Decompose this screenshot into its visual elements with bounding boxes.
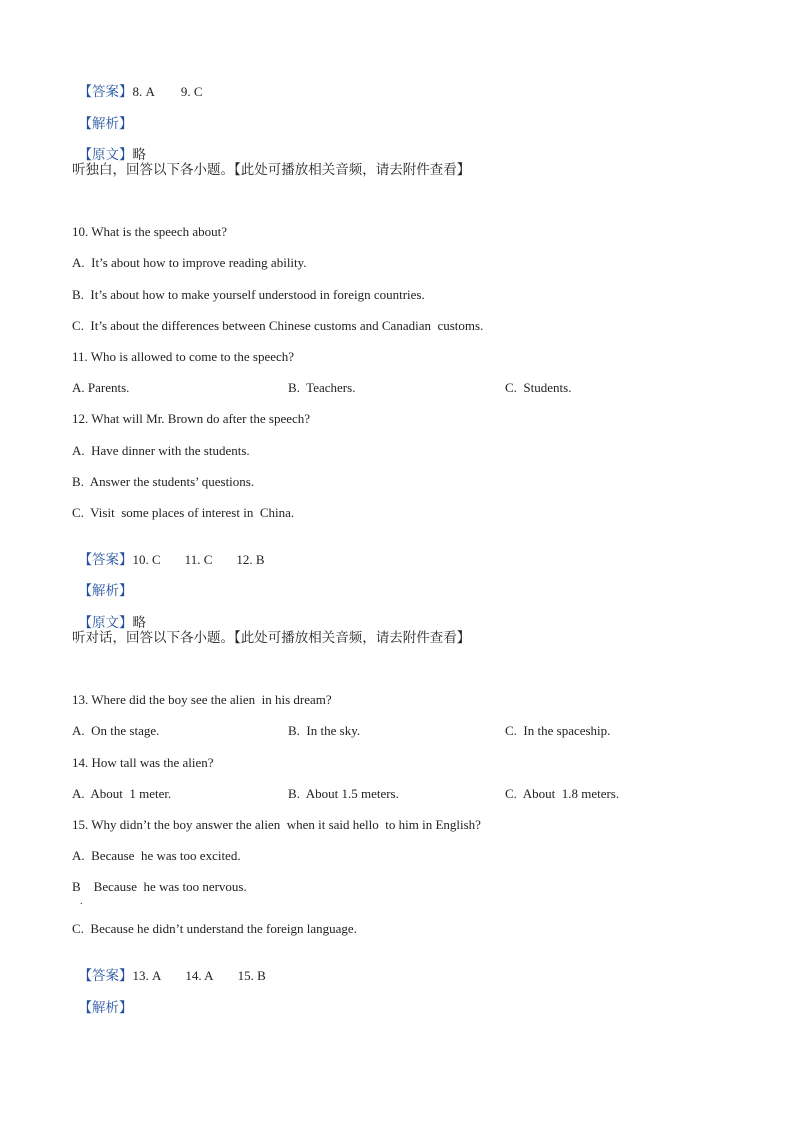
analysis-tag: 【解析】	[78, 116, 133, 132]
answer-tag: 【答案】	[78, 552, 133, 568]
q12-option-a: A. Have dinner with the students.	[72, 443, 250, 458]
question-15: 15. Why didn’t the boy answer the alien when it said hello to him in English?	[72, 817, 481, 832]
stray-period-mark: .	[80, 896, 83, 907]
answer-line-3	[72, 952, 266, 984]
q12-option-c: C. Visit some places of interest in China.	[72, 505, 295, 520]
original-tag: 【原文】	[78, 615, 133, 631]
q10-option-a: A. It’s about how to improve reading ability.	[72, 255, 307, 270]
original-tag: 【原文】	[78, 147, 133, 163]
q11-option-c: C. Students.	[505, 380, 572, 395]
answer-9: 9. C	[180, 84, 203, 99]
answer-line-2	[72, 536, 265, 568]
answer-tag: 【答案】	[78, 84, 133, 100]
answer-12: 12. B	[236, 552, 265, 567]
instruction-dialogue: 听对话，回答以下各小题。【此处可播放相关音频，请去附件查看】	[72, 630, 471, 646]
q15-option-c: C. Because he didn’t understand the foreign language.	[72, 921, 357, 936]
question-14: 14. How tall was the alien?	[72, 755, 214, 770]
question-11: 11. Who is allowed to come to the speech?	[72, 349, 295, 364]
original-line-2	[72, 599, 146, 631]
analysis-line-1	[72, 100, 133, 132]
q15-option-b: B Because he was too nervous.	[72, 879, 247, 894]
analysis-tag: 【解析】	[78, 583, 133, 599]
answer-11: 11. C	[184, 552, 213, 567]
answer-tag: 【答案】	[78, 968, 133, 984]
answer-10: 10. C	[132, 552, 161, 567]
q14-option-c: C. About 1.8 meters.	[505, 786, 620, 801]
q13-option-a: A. On the stage.	[72, 723, 160, 738]
analysis-line-2	[72, 567, 133, 599]
q10-option-b: B. It’s about how to make yourself understood in foreign countries.	[72, 287, 425, 302]
original-text: 略	[132, 615, 146, 631]
q14-option-b: B. About 1.5 meters.	[288, 786, 399, 801]
q11-option-b: B. Teachers.	[288, 380, 356, 395]
original-line-1	[72, 131, 146, 163]
answer-8: 8. A	[132, 84, 155, 99]
original-text: 略	[132, 147, 146, 163]
answer-13: 13. A	[132, 968, 162, 983]
question-10: 10. What is the speech about?	[72, 224, 227, 239]
question-12: 12. What will Mr. Brown do after the speech?	[72, 411, 311, 426]
q13-option-c: C. In the spaceship.	[505, 723, 611, 738]
analysis-line-3	[72, 984, 133, 1016]
analysis-tag: 【解析】	[78, 1000, 133, 1016]
answer-line-1	[72, 68, 203, 100]
question-13: 13. Where did the boy see the alien in his dream?	[72, 692, 332, 707]
q14-option-a: A. About 1 meter.	[72, 786, 172, 801]
q10-option-c: C. It’s about the differences between Chinese customs and Canadian customs.	[72, 318, 484, 333]
answer-15: 15. B	[237, 968, 266, 983]
q11-option-a: A. Parents.	[72, 380, 130, 395]
q13-option-b: B. In the sky.	[288, 723, 361, 738]
q12-option-b: B. Answer the students’ questions.	[72, 474, 255, 489]
instruction-monologue: 听独白，回答以下各小题。【此处可播放相关音频，请去附件查看】	[72, 162, 471, 178]
q15-option-a: A. Because he was too excited.	[72, 848, 241, 863]
answer-14: 14. A	[185, 968, 214, 983]
